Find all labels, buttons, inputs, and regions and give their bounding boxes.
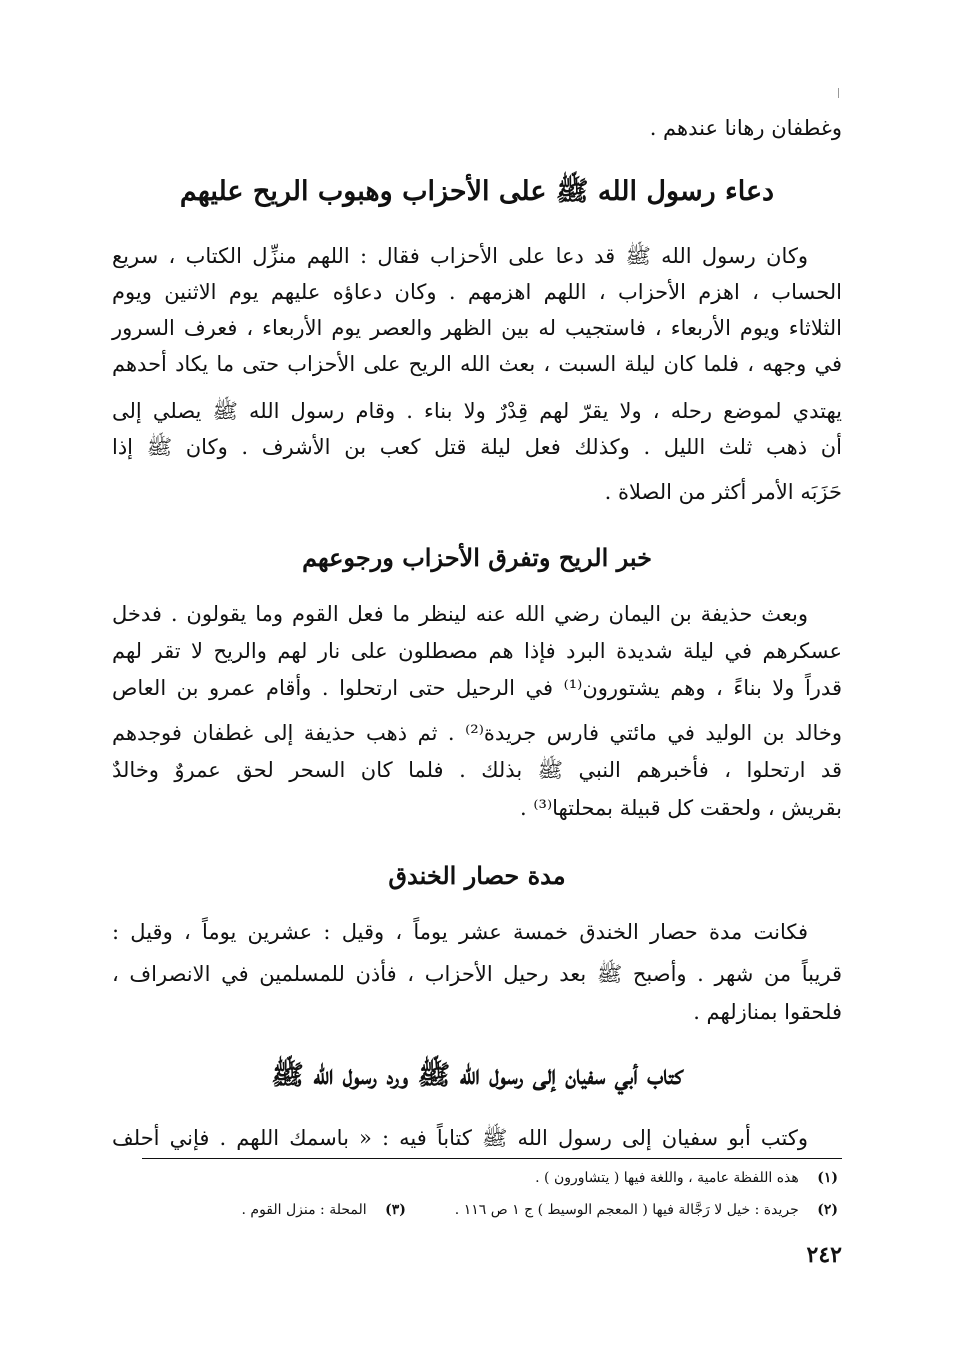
footnote-2-3 (112, 1200, 838, 1220)
paragraph-line: أن ذهب ثلث الليل . وكذلك فعل ليلة قتل كعب بن الأشرف . وكان ﷺ إذا (112, 435, 842, 459)
footnote-number: (١) (817, 1170, 838, 1186)
footnote-divider (142, 1158, 842, 1159)
section-heading-wind: خبر الريح وتفرق الأحزاب ورجوعهم (302, 543, 652, 572)
section-heading-letter: كتاب أبي سفيان إلى رسول الله ﷺ ورد رسول الله ﷺ (271, 1060, 683, 1091)
paragraph-line: وكان رسول الله ﷺ قد دعا على الأحزاب فقال : اللهم منزِّل الكتاب ، سريع (112, 244, 808, 268)
paragraph-line: فكانت مدة حصار الخندق خمسة عشر يوماً ، وقيل : عشرين يوماً ، وقيل : (112, 920, 808, 944)
footnote-number: (٣) (385, 1202, 406, 1218)
section-heading-prayer: دعاء رسول الله ﷺ على الأحزاب وهبوب الريح عليهم (179, 176, 775, 207)
paragraph-line: وكتب أبو سفيان إلى رسول الله ﷺ كتاباً فيه : « باسمك اللهم . فإني أحلف (112, 1126, 808, 1150)
paragraph-line: في وجهه ، فلما كان ليلة السبت ، بعث الله الريح على الأحزاب حتى ما يكاد أحدهم (112, 352, 842, 376)
paragraph-line: وبعث حذيفة بن اليمان رضي الله عنه لينظر ما فعل القوم وما يقولون . فدخل (112, 602, 808, 626)
footnote-1 (112, 1168, 838, 1188)
section-heading-siege: مدة حصار الخندق (388, 861, 566, 890)
continuation-line: وغطفان رهانا عندهم . (649, 116, 842, 140)
paragraph-line: بقريش ، ولحقت كل قبيلة بمحلتها⁽³⁾ . (520, 796, 842, 820)
paragraph-line: قريباً من شهر . وأصبح ﷺ بعد رحيل الأحزاب ، فأذن للمسلمين في الانصراف ، (112, 962, 842, 986)
page-number: ٢٤٢ (806, 1242, 842, 1268)
scan-mark (838, 88, 839, 98)
paragraph-line: وخالد بن الوليد في مائتي فارس جريدة⁽²⁾ . ثم ذهب حذيفة إلى غطفان فوجدهم (112, 721, 842, 745)
footnote-text: المحلة : منزل القوم . (241, 1202, 367, 1218)
paragraph-line: يهتدي لموضع رحله ، ولا يقرّ لهم قِدْرٌ ولا بناء . وقام رسول الله ﷺ يصلي إلى (112, 399, 842, 423)
paragraph-line: فلحقوا بمنازلهم . (693, 1000, 842, 1024)
footnote-text: جريدة : خيل لا رَجَّالة فيها ( المعجم الوسيط ) ج ١ ص ١١٦ . (454, 1202, 799, 1218)
paragraph-line: حَزَبَه الأمر أكثر من الصلاة . (604, 480, 842, 504)
paragraph-line: عسكرهم في ليلة شديدة البرد فإذا هم مصطلون على نار لهم والريح لا تقر لهم (112, 639, 842, 663)
paragraph-line: الثلاثاء ويوم الأربعاء ، فاستجيب له بين الظهر والعصر يوم الأربعاء ، فعرف السرور (112, 316, 842, 340)
paragraph-line: قدراً ولا بناءً ، وهم يشتورون⁽¹⁾ في الرحيل حتى ارتحلوا . وأقام عمرو بن العاص (112, 676, 842, 700)
paragraph-line: الحساب ، اهزم الأحزاب ، اللهم اهزمهم . وكان دعاؤه عليهم يوم الاثنين ويوم (112, 280, 842, 304)
footnote-text: هذه اللفظة عامية ، واللغة فيها ( يتشاورون ) . (535, 1170, 799, 1186)
footnote-number: (٢) (817, 1202, 838, 1218)
paragraph-line: قد ارتحلوا ، فأخبرهم النبي ﷺ بذلك . فلما كان السحر لحق عمروٌ وخالدٌ (112, 758, 842, 782)
